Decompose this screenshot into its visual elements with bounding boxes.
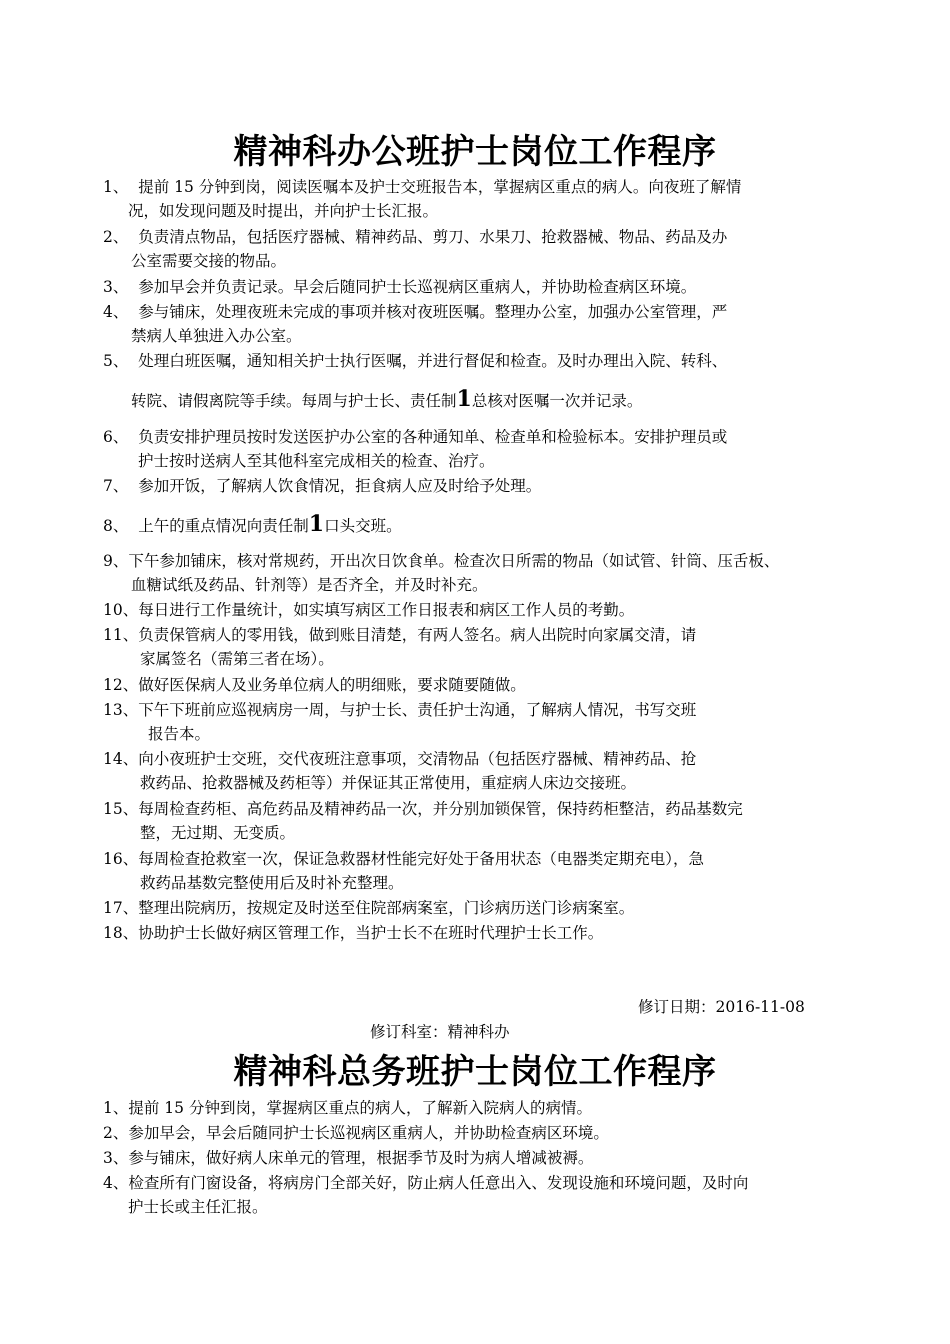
list-item: 11、负责保管病人的零用钱，做到账目清楚，有两人签名。病人出院时向家属交清，请 xyxy=(103,626,697,644)
list-item: 10、每日进行工作量统计，如实填写病区工作日报表和病区工作人员的考勤。 xyxy=(103,601,635,619)
list-item-continuation: 救药品、抢救器械及药柜等）并保证其正常使用，重症病人床边交接班。 xyxy=(140,774,637,792)
revision-date: 修订日期：2016-11-08 xyxy=(638,998,805,1016)
list-item: 6、 负责安排护理员按时发送医护办公室的各种通知单、检查单和检验标本。安排护理员或 xyxy=(103,428,728,446)
list-item: 18、协助护士长做好病区管理工作，当护士长不在班时代理护士长工作。 xyxy=(103,924,604,942)
list-item-continuation: 血糖试纸及药品、针剂等）是否齐全，并及时补充。 xyxy=(131,576,488,594)
list-item-continuation: 整，无过期、无变质。 xyxy=(140,824,296,842)
list-item-continuation: 家属签名（需第三者在场）。 xyxy=(140,650,334,668)
list-item: 15、每周检查药柜、高危药品及精神药品一次，并分别加锁保管，保持药柜整洁，药品基数完 xyxy=(103,800,743,818)
list-item: 2、 负责清点物品，包括医疗器械、精神药品、剪刀、水果刀、抢救器械、物品、药品及办 xyxy=(103,228,728,246)
list-item: 9、下午参加铺床，核对常规药，开出次日饮食单。检查次日所需的物品（如试管、针筒、压舌板、 xyxy=(103,552,780,570)
section1-title: 精神科办公班护士岗位工作程序 xyxy=(233,132,717,172)
list-item-continuation: 护士按时送病人至其他科室完成相关的检查、治疗。 xyxy=(138,452,495,470)
list-item-continuation: 况，如发现问题及时提出，并向护士长汇报。 xyxy=(128,202,439,220)
list-item-continuation: 救药品基数完整使用后及时补充整理。 xyxy=(140,874,404,892)
list-item: 16、每周检查抢救室一次，保证急救器材性能完好处于备用状态（电器类定期充电），急 xyxy=(103,850,704,868)
revision-department: 修订科室：精神科办 xyxy=(370,1023,510,1041)
list-item: 2、参加早会，早会后随同护士长巡视病区重病人，并协助检查病区环境。 xyxy=(103,1124,609,1142)
list-item: 1、 提前 15 分钟到岗，阅读医嘱本及护士交班报告本，掌握病区重点的病人。向夜班了解情 xyxy=(103,178,742,196)
list-item-continuation: 护士长或主任汇报。 xyxy=(128,1198,268,1216)
list-item: 3、 参加早会并负责记录。早会后随同护士长巡视病区重病人，并协助检查病区环境。 xyxy=(103,278,697,296)
list-item-continuation: 报告本。 xyxy=(148,725,211,743)
list-item: 12、做好医保病人及业务单位病人的明细账，要求随要随做。 xyxy=(103,676,526,694)
list-item: 13、下午下班前应巡视病房一周，与护士长、责任护士沟通，了解病人情况，书写交班 xyxy=(103,701,697,719)
list-item: 4、检查所有门窗设备，将病房门全部关好，防止病人任意出入、发现设施和环境问题，及时向 xyxy=(103,1174,749,1192)
list-item: 7、 参加开饭，了解病人饮食情况，拒食病人应及时给予处理。 xyxy=(103,477,542,495)
list-item: 17、整理出院病历，按规定及时送至住院部病案室，门诊病历送门诊病案室。 xyxy=(103,899,635,917)
list-item: 8、 上午的重点情况向责任制1口头交班。 xyxy=(103,511,402,537)
list-item: 5、 处理白班医嘱，通知相关护士执行医嘱，并进行督促和检查。及时办理出入院、转科、 xyxy=(103,352,728,370)
list-item: 3、参与铺床，做好病人床单元的管理，根据季节及时为病人增减被褥。 xyxy=(103,1149,594,1167)
list-item: 1、提前 15 分钟到岗，掌握病区重点的病人，了解新入院病人的病情。 xyxy=(103,1099,592,1117)
list-item-continuation: 转院、请假离院等手续。每周与护士长、责任制1总核对医嘱一次并记录。 xyxy=(131,386,643,412)
section2-title: 精神科总务班护士岗位工作程序 xyxy=(233,1052,717,1092)
list-item: 14、向小夜班护士交班，交代夜班注意事项，交清物品（包括医疗器械、精神药品、抢 xyxy=(103,750,697,768)
list-item-continuation: 禁病人单独进入办公室。 xyxy=(131,327,302,345)
list-item-continuation: 公室需要交接的物品。 xyxy=(131,252,287,270)
list-item: 4、 参与铺床，处理夜班未完成的事项并核对夜班医嘱。整理办公室，加强办公室管理，严 xyxy=(103,303,728,321)
